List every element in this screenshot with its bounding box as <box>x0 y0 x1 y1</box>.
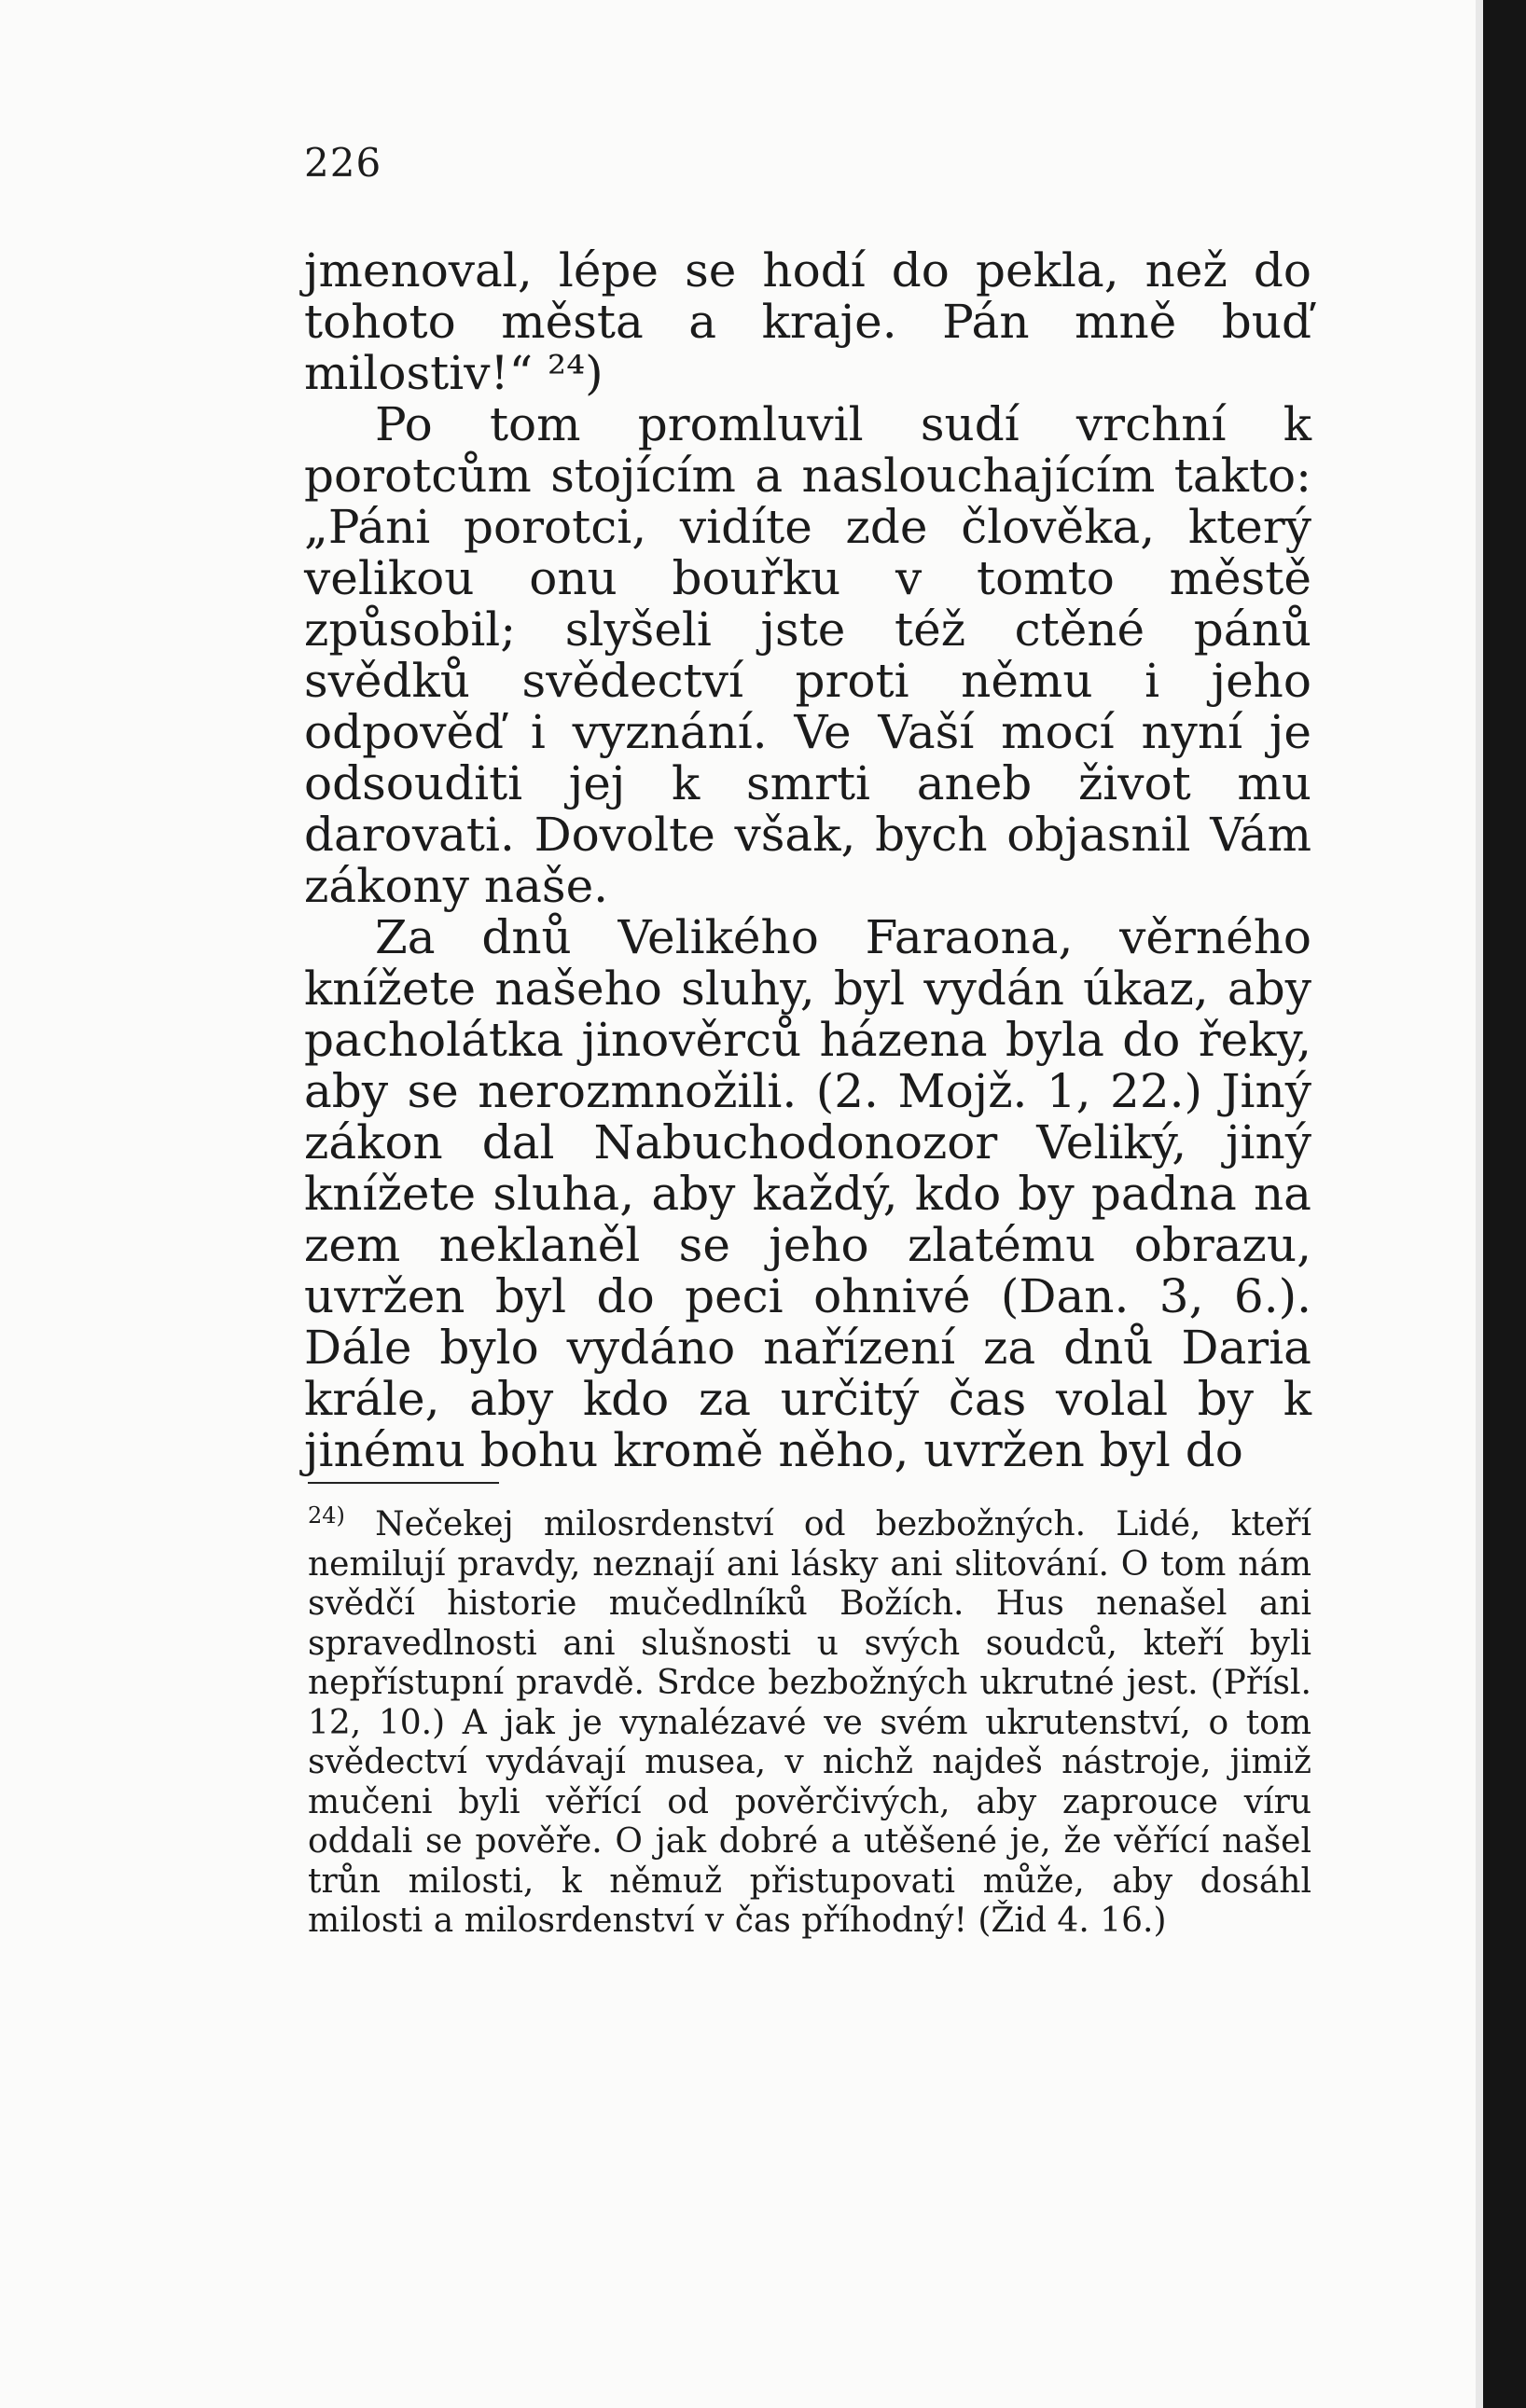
page-number: 226 <box>304 140 382 186</box>
scan-edge-highlight <box>1476 0 1483 2408</box>
main-text <box>304 245 1311 1476</box>
footnote-divider <box>308 1482 499 1484</box>
footnote <box>308 1502 1311 1942</box>
paragraph-continuation: jmenoval, lépe se hodí do pekla, než do tohoto města a kraje. Pán mně buď milostiv!“ ²⁴) <box>304 243 1311 400</box>
paragraph-laws: Za dnů Velikého Faraona, věrného knížete našeho sluhy, byl vydán úkaz, aby pacholátka jinověrců házena byla do řeky, aby se nerozmnožili. (2. Mojž. 1, 22.) Jiný zákon dal Nabuchodonozor Veliký, jiný knížete sluha, aby každý, kdo by padna na zem neklaněl se jeho zlatému obrazu, uvržen byl do peci ohnivé (Dan. 3, 6.). Dále bylo vydáno nařízení za dnů Daria krále, aby kdo za určitý čas volal by k jinému bohu kromě něho, uvržen byl do <box>304 910 1311 1477</box>
scan-edge-border <box>1483 0 1526 2408</box>
footnote-marker: 24) <box>308 1502 345 1529</box>
paragraph-judge-speech: Po tom promluvil sudí vrchní k porotcům stojícím a naslouchajícím takto: „Páni porotci, vidíte zde člověka, který velikou onu bouřku v tomto městě způsobil; slyšeli jste též ctěné pánů svědků svědectví proti němu i jeho odpověď i vyznání. Ve Vaší mocí nyní je odsouditi jej k smrti aneb život mu darovati. Dovolte však, bych objasnil Vám zákony naše. <box>304 397 1311 913</box>
footnote-text: Nečekej milosrdenství od bezbožných. Lidé, kteří nemilují pravdy, neznají ani lásky ani slitování. O tom nám svědčí historie mučedlníků Božích. Hus nenašel ani spravedlnosti ani slušnosti u svých soudců, kteří byli nepřístupní pravdě. Srdce bezbožných ukrutné jest. (Přísl. 12, 10.) A jak je vynalézavé ve svém ukrutenství, o tom svědectví vydávají musea, v nichž najdeš nástroje, jimiž mučeni byli věřící od pověrčivých, aby zaprouce víru oddali se pověře. O jak dobré a utěšené je, že věřící našel trůn milosti, k němuž přistupovati může, aby dosáhl milosti a milosrdenství v čas příhodný! (Žid 4. 16.) <box>308 1505 1311 1940</box>
